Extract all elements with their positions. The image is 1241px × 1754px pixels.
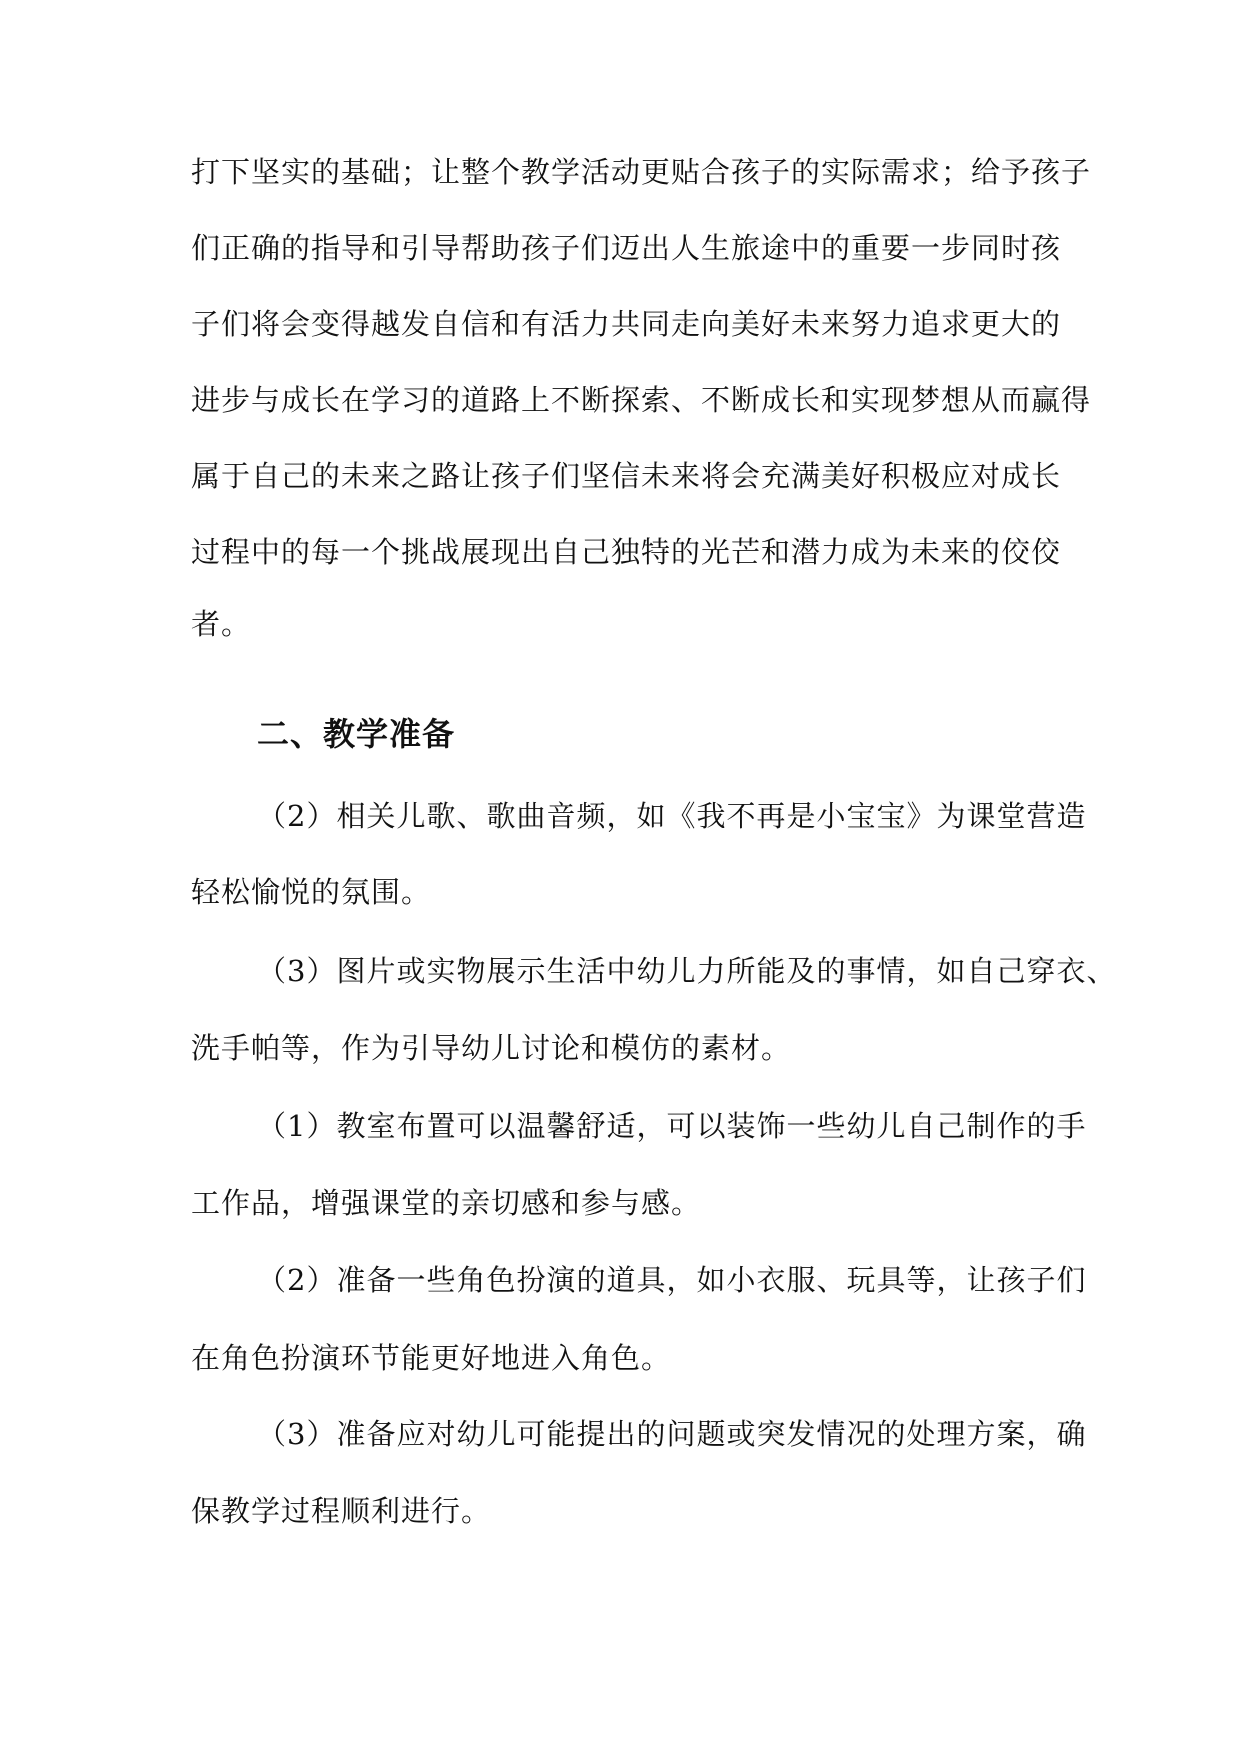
list-item-first-line: （3）准备应对幼儿可能提出的问题或突发情况的处理方案，确 [257,1417,1087,1451]
list-item-first-line: （3）图片或实物展示生活中幼儿力所能及的事情，如自己穿衣、 [257,954,1117,988]
list-item-second-line: 工作品，增强课堂的亲切感和参与感。 [191,1186,702,1220]
list-item-second-line: 保教学过程顺利进行。 [191,1494,492,1528]
list-item-first-line: （2）相关儿歌、歌曲音频，如《我不再是小宝宝》为课堂营造 [257,799,1087,833]
list-item-second-line: 洗手帕等，作为引导幼儿讨论和模仿的素材。 [191,1031,792,1065]
paragraph-line: 者。 [191,607,252,641]
list-item-first-line: （2）准备一些角色扮演的道具，如小衣服、玩具等，让孩子们 [257,1263,1087,1297]
section-heading: 二、教学准备 [257,715,456,753]
list-item-first-line: （1）教室布置可以温馨舒适，可以装饰一些幼儿自己制作的手 [257,1109,1087,1143]
paragraph-line: 们正确的指导和引导帮助孩子们迈出人生旅途中的重要一步同时孩 [191,231,1062,265]
paragraph-line: 子们将会变得越发自信和有活力共同走向美好未来努力追求更大的 [191,307,1062,341]
paragraph-line: 打下坚实的基础；让整个教学活动更贴合孩子的实际需求；给予孩子 [191,155,1092,189]
list-item-second-line: 在角色扮演环节能更好地进入角色。 [191,1341,672,1375]
paragraph-line: 进步与成长在学习的道路上不断探索、不断成长和实现梦想从而赢得 [191,383,1092,417]
paragraph-line: 属于自己的未来之路让孩子们坚信未来将会充满美好积极应对成长 [191,459,1062,493]
paragraph-line: 过程中的每一个挑战展现出自己独特的光芒和潜力成为未来的佼佼 [191,535,1062,569]
list-item-second-line: 轻松愉悦的氛围。 [191,875,432,909]
